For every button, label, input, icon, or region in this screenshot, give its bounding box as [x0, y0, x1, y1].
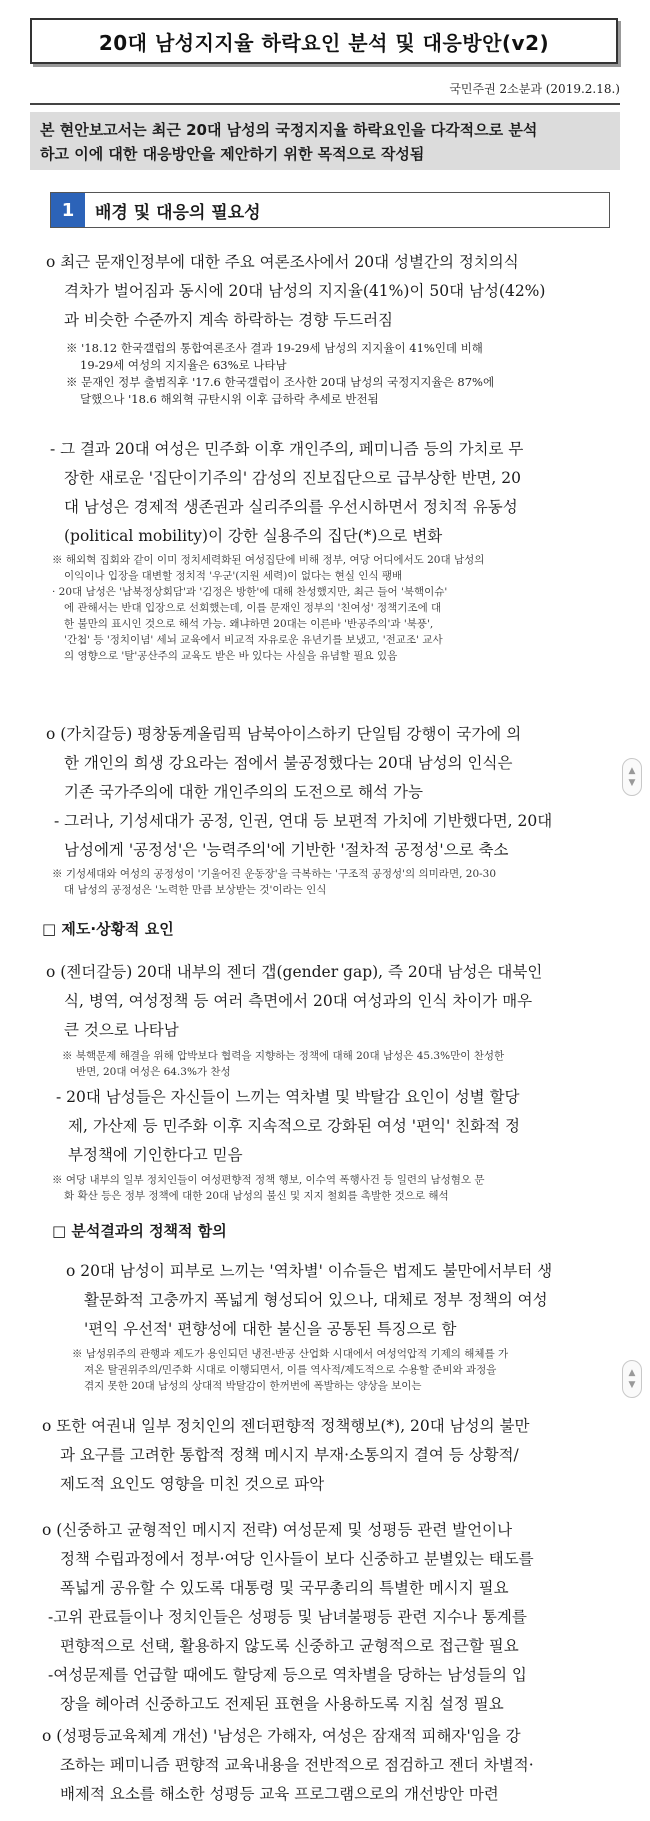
text-line: o (젠더갈등) 20대 내부의 젠더 갭(gender gap), 즉 20대 남성은 대북인 — [46, 963, 543, 981]
note-2 — [52, 552, 484, 664]
text-line: 과 요구를 고려한 통합적 정책 메시지 부재·소통의지 결여 등 상황적/ — [60, 1446, 519, 1464]
paragraph-2 — [50, 435, 523, 551]
note-line: 에 관해서는 반대 입장으로 선회했는데, 이를 문재인 정부의 '친여성' 정책기조에 대 — [64, 602, 442, 614]
note-3 — [52, 866, 496, 898]
text-line: 폭넓게 공유할 수 있도록 대통령 및 국무총리의 특별한 메시지 필요 — [60, 1579, 509, 1597]
paragraph-9 — [42, 1722, 534, 1809]
text-line: '편익 우선적' 편향성에 대한 불신을 공통된 특징으로 함 — [84, 1320, 457, 1338]
text-line: o 또한 여권내 일부 정치인의 젠더편향적 정책행보(*), 20대 남성의 불만 — [42, 1417, 530, 1435]
note-line: 의 영향으로 '탈'공산주의 교육도 받은 바 있다는 사실을 유념할 필요 있음 — [64, 650, 398, 662]
note-line: ※ '18.12 한국갤럽의 통합여론조사 결과 19-29세 남성의 지지율이 41%인데 비해 — [66, 341, 483, 355]
text-line: 기존 국가주의에 대한 개인주의의 도전으로 해석 가능 — [64, 783, 423, 801]
text-line: 과 비슷한 수준까지 계속 하락하는 경향 두드러짐 — [64, 311, 394, 329]
note-line: ※ 여당 내부의 일부 정치인들이 여성편향적 정책 행보, 이수역 폭행사건 등 일련의 남성혐오 문 — [52, 1174, 485, 1186]
chevron-down-icon: ▼ — [628, 1380, 636, 1390]
text-line: (political mobility)이 강한 실용주의 집단(*)으로 변화 — [64, 527, 443, 545]
paragraph-4 — [46, 958, 542, 1045]
text-line: 부정책에 기인한다고 믿음 — [68, 1146, 243, 1164]
scroll-button[interactable] — [622, 1360, 642, 1398]
text-line: o (성평등교육체계 개선) '남성은 가해자, 여성은 잠재적 피해자'임을 강 — [42, 1727, 521, 1745]
summary-line: 하고 이에 대한 대응방안을 제안하기 위한 목적으로 작성됨 — [40, 145, 425, 163]
note-line: 겪지 못한 20대 남성의 상대적 박탈감이 한꺼번에 폭발하는 양상을 보이는 — [84, 1380, 422, 1392]
text-line: 한 개인의 희생 강요라는 점에서 불공정했다는 20대 남성의 인식은 — [64, 754, 513, 772]
org-date: 국민주권 2소분과 (2019.2.18.) — [449, 82, 620, 96]
note-line: · 20대 남성은 '남북정상회담'과 '김정은 방한'에 대해 찬성했지만, 최근 들어 '북핵이슈' — [52, 586, 448, 598]
text-line: o 20대 남성이 피부로 느끼는 '역차별' 이슈들은 법제도 불만에서부터 생 — [66, 1262, 553, 1280]
note-line: 이익이나 입장을 대변할 정치적 '우군'(지원 세력)이 없다는 현실 인식 팽배 — [64, 570, 403, 582]
chevron-down-icon: ▼ — [628, 778, 636, 788]
text-line: 제도적 요인도 영향을 미친 것으로 파악 — [60, 1475, 325, 1493]
paragraph-6 — [66, 1257, 552, 1344]
text-line: 편향적으로 선택, 활용하지 않도록 신중하고 균형적으로 접근할 필요 — [60, 1637, 519, 1655]
note-line: ※ 기성세대와 여성의 공정성이 '기울어진 운동장'을 극복하는 '구조적 공정성'의 의미라면, 20-30 — [52, 868, 497, 880]
note-1 — [66, 340, 494, 408]
section-header — [50, 192, 610, 228]
text-line: 제, 가산제 등 민주화 이후 지속적으로 강화된 여성 '편익' 친화적 정 — [68, 1117, 521, 1135]
note-line: ※ 문재인 정부 출범직후 '17.6 한국갤럽이 조사한 20대 남성의 국정지지율은 87%에 — [66, 375, 495, 389]
note-line: ※ 남성위주의 관행과 제도가 용인되던 냉전-반공 산업화 시대에서 여성억압적 기제의 해체를 가 — [72, 1348, 509, 1360]
note-line: 화 확산 등은 정부 정책에 대한 20대 남성의 불신 및 지지 철회를 촉발한 것으로 해석 — [64, 1190, 449, 1202]
scroll-button[interactable] — [622, 758, 642, 796]
chevron-up-icon: ▲ — [628, 766, 636, 776]
text-line: 활문화적 고충까지 폭넓게 형성되어 있으나, 대체로 정부 정책의 여성 — [84, 1291, 548, 1309]
text-line: 남성에게 '공정성'은 '능력주의'에 기반한 '절차적 공정성'으로 축소 — [64, 841, 509, 859]
text-line: - 그러나, 기성세대가 공정, 인권, 연대 등 보편적 가치에 기반했다면, 20대 — [54, 812, 553, 830]
note-line: ※ 북핵문제 해결을 위해 압박보다 협력을 지향하는 정책에 대해 20대 남성은 45.3%만이 찬성한 — [62, 1050, 505, 1062]
chevron-up-icon: ▲ — [628, 1368, 636, 1378]
report-title: 20대 남성지지율 하락요인 분석 및 대응방안(v2) — [30, 18, 618, 64]
text-line: 대 남성은 경제적 생존권과 실리주의를 우선시하면서 정치적 유동성 — [64, 498, 518, 516]
text-line: 격차가 벌어짐과 동시에 20대 남성의 지지율(41%)이 50대 남성(42%) — [64, 282, 546, 300]
text-line: 장한 새로운 '집단이기주의' 감성의 진보집단으로 급부상한 반면, 20 — [64, 469, 521, 487]
section-number: 1 — [51, 193, 85, 227]
summary-box — [30, 112, 620, 170]
note-line: ※ 해외혁 집회와 같이 이미 정치세력화된 여성집단에 비해 정부, 여당 어디에서도 20대 남성의 — [52, 554, 485, 566]
text-line: -고위 관료들이나 정치인들은 성평등 및 남녀불평등 관련 지수나 통계를 — [48, 1608, 527, 1626]
paragraph-3 — [46, 720, 552, 865]
subsection-title: □ 분석결과의 정책적 함의 — [52, 1222, 227, 1240]
note-4 — [62, 1048, 504, 1080]
text-line: 정책 수립과정에서 정부·여당 인사들이 보다 신중하고 분별있는 태도를 — [60, 1550, 534, 1568]
text-line: 조하는 페미니즘 편향적 교육내용을 전반적으로 점검하고 젠더 차별적· — [60, 1756, 534, 1774]
text-line: - 20대 남성들은 자신들이 느끼는 역차별 및 박탈감 요인이 성별 할당 — [56, 1088, 520, 1106]
section-title: 배경 및 대응의 필요성 — [95, 202, 261, 223]
note-line: 달했으나 '18.6 해외혁 규탄시위 이후 급하락 추세로 반전됨 — [80, 392, 379, 406]
summary-line: 본 현안보고서는 최근 20대 남성의 국정지지율 하락요인을 다각적으로 분석 — [40, 121, 538, 139]
paragraph-5 — [56, 1083, 520, 1170]
text-line: o (가치갈등) 평창동계올림픽 남북아이스하키 단일팀 강행이 국가에 의 — [46, 725, 522, 743]
note-line: 반면, 20대 여성은 64.3%가 찬성 — [76, 1066, 231, 1078]
text-line: - 그 결과 20대 여성은 민주화 이후 개인주의, 페미니즘 등의 가치로 무 — [50, 440, 524, 458]
subsection-title: □ 제도·상황적 요인 — [42, 920, 174, 938]
text-line: 장을 헤아려 신중하고도 전제된 표현을 사용하도록 지침 설정 필요 — [60, 1695, 504, 1713]
paragraph-1 — [46, 248, 545, 335]
text-line: 큰 것으로 나타남 — [64, 1021, 179, 1039]
text-line: -여성문제를 언급할 때에도 할당제 등으로 역차별을 당하는 남성들의 입 — [48, 1666, 527, 1684]
text-line: o (신중하고 균형적인 메시지 전략) 여성문제 및 성평등 관련 발언이나 — [42, 1521, 513, 1539]
text-line: 식, 병역, 여성정책 등 여러 측면에서 20대 여성과의 인식 차이가 매우 — [64, 992, 533, 1010]
note-line: '간첩' 등 '정치이념' 세뇌 교육에서 비교적 자유로운 유년기를 보냈고, '전교조' 교사 — [64, 634, 443, 646]
note-line: 져온 탈권위주의/민주화 시대로 이행되면서, 이를 역사적/제도적으로 수용할 준비와 과정을 — [84, 1364, 497, 1376]
text-line: o 최근 문재인정부에 대한 주요 여론조사에서 20대 성별간의 정치의식 — [46, 253, 519, 271]
note-line: 한 불만의 표시인 것으로 해석 가능. 왜냐하면 20대는 이른바 '반공주의'과 '북풍', — [64, 618, 434, 630]
paragraph-8 — [42, 1516, 534, 1719]
note-6 — [72, 1346, 508, 1394]
text-line: 배제적 요소를 해소한 성평등 교육 프로그램으로의 개선방안 마련 — [60, 1785, 499, 1803]
header-divider — [30, 103, 620, 105]
note-line: 19-29세 여성의 지지율은 63%로 나타남 — [80, 358, 287, 372]
paragraph-7 — [42, 1412, 529, 1499]
note-5 — [52, 1172, 485, 1204]
note-line: 대 남성의 공정성은 '노력한 만큼 보상받는 것'이라는 인식 — [64, 884, 327, 896]
